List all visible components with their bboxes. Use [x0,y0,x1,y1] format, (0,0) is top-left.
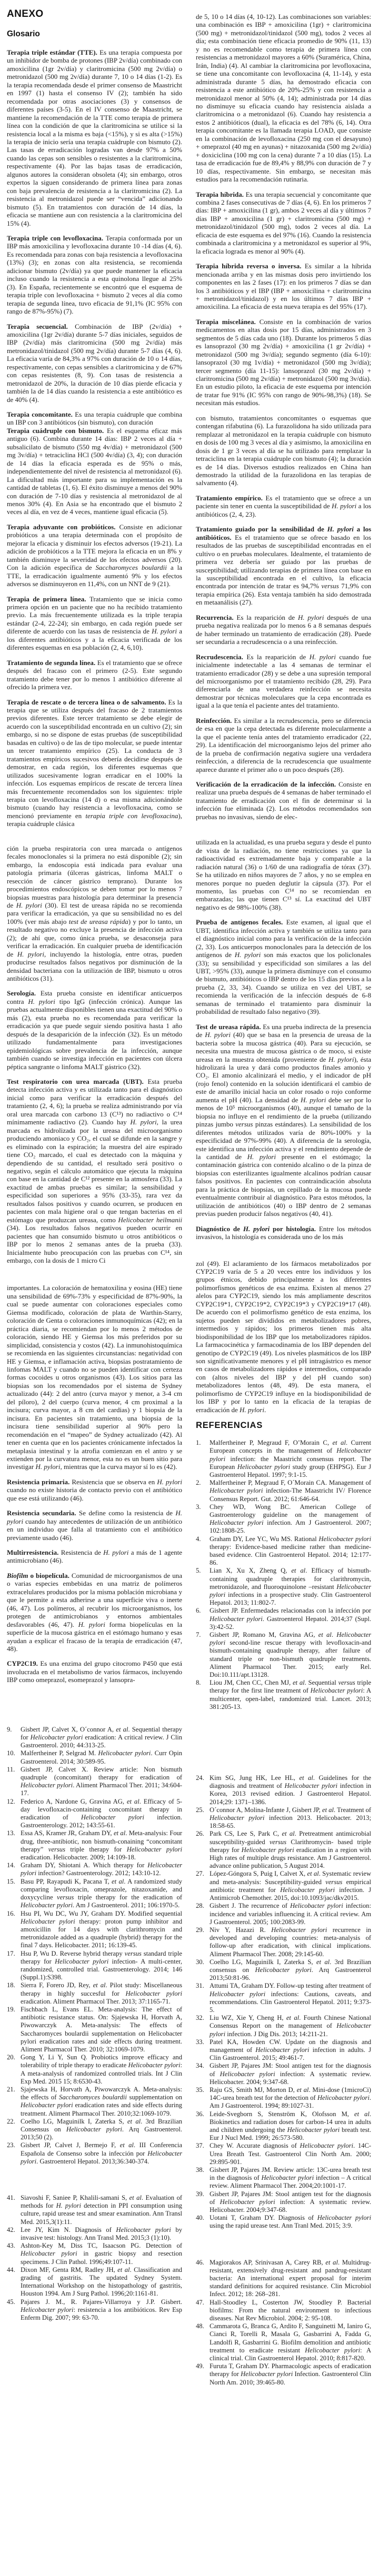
reference-number: 2. [196,1479,201,1487]
glossary-term: Terapia miscelánea. [196,317,260,326]
reference-text: Kim SG, Jung HK, Lee HL, et al. Guidelines for the diagnosis and treatment of Helicobacter pylori infection in Korea, 2013 revised edition. J Gastroenterol Hepatol. 2014;29: 1371–1386. [210,1774,371,1806]
glossary-term-paragraph: Terapia miscelánea. Consiste en la combinación de varios medicamentos en altas dosis por 15 días, administrados en 3 segmentos de 5 días cada uno (18). Durante los primeros 5 días es lansoprazol (30 mg 2v/día) + amoxicilina (1 gr 2v/día) + metronidazol (500 mg 3v/día); segundo segmento (día 6-10): lansoprazol (30 mg 1v/día) + metronidazol (500 mg 3v/día); tercer segmento (día 11-15): lansoprazol (30 mg 2v/día) + claritromicina (500 mg 2v/día) + metronidazol (500 mg 3v/día). En un estudio piloto, la eficacia de este esquema por intención de tratar fue 91% (IC 95% con rango de 90%-98,3%) (18). Se necesitan más estudios. [196,317,371,407]
reference-number: 1. [196,1439,201,1447]
glossary-term-paragraph: Terapia concomitante. Es una terapia cuádruple que combina un IBP con 3 antibióticos (sin bismuto), con duración [7,410,183,427]
glossary-term: Test de ureasa rápida. [196,1022,263,1031]
glossary-term: Terapia de primera línea. [7,595,89,603]
reference-number: 18. [7,1981,15,1989]
reference-item [7,2298,182,2322]
reference-text: Lian X, Xu X, Zheng Q, et al. Efficacy of bismuth-containing quadruple therapies for clarithromycin, metronidazole, and fluoroquinolone –resistant Helicobacter pylori infections in a prospective study. Clin Gastroenterol Hepatol. 2013; 11:802-7. [210,1567,371,1607]
reference-text: Basu PP, Rayapudi K, Pacana T, et al. A randomized study comparing levofloxacin, omeprazole, nitazoxanide, and doxycycline versus triple therapy for the eradication of Helicobacter pylori. Am J Gastroenterol. 2011; 106:1970-5. [21,1877,183,1909]
reference-number: 48. [196,2322,204,2330]
reference-number: 4. [196,1535,201,1543]
glossary-term: Tratamiento de segunda línea. [7,658,97,667]
continuation-fragment: de 5, 10 o 14 días (4, 10-12). Las combinaciones son variables: una combinación es IBP + amoxicilina (1gr) + claritromicina (500 mg) + metronidazol/tinidazol (500 mg), todos 2 veces al día; esta combinación tiene eficacia promedio de 90% (11, 13) y no es recomendable como terapia de primera línea con resistencias a metronidazol mayores a 60% (Suramérica, China, Irán, India) (4). Al cambiar la claritromicina por levofloxacina, se tiene una concomitante con levofloxacina (4, 11-14), y esta administrada durante 5 días, ha demostrado eficacia con resistencia a este antibiótico de 20%-25% y con resistencia a metronidazol menor al 50% (4, 14); administrada por 14 días no disminuye su eficacia cuando hay resistencia aislada a claritromicina o a metronidazol (6). Cuando hay resistencia a estos 2 antibióticos (dual), la eficacia es del 78% (6, 14). Otra terapia concomitante es la llamada terapia LOAD, que consiste en la combinación de levofloxacina (250 mg con el desayuno) + omeprazol (40 mg en ayunas) + nitazoxanida (500 mg 2v/día) + doxiciclina (100 mg con la cena) durante 7 a 10 días (15). La tasa de erradicación fue de 89,4% y 88,9% con duración de 7 y 10 días, respectivamente. Sin embargo, se necesitan más estudios para la recomendación rutinaria. [196,13,371,184]
reference-item [7,1766,182,1798]
reference-number: 46. [196,2258,204,2266]
reference-item [7,2054,182,2086]
reference-text: Gong Y, Li Y, Sun Q. Probiotics improve efficacy and tolerability of triple therapy to eradicate Helicobacter pylori: A meta-analysis of randomized controlled trials. Int J Clin Exp Med. 2015 15; 8:6530-43. [21,2054,182,2085]
reference-text: López-Góngora S, Puig I, Calvet X, et al. Systematic review and meta-analysis: Susceptibility-guided versus empirical antibiotic treatment for Helicobacter pylori infection. J Antimicrob Chemother. 2015, doi:10.1093/jac/dkv2015. [210,1870,371,1902]
reference-item [196,2062,371,2086]
reference-number: 20. [7,2054,15,2061]
page-break-gap [196,2230,371,2259]
reference-number: 23. [7,2141,15,2149]
reference-number: 37. [196,2142,204,2150]
reference-number: 49. [196,2362,204,2370]
reference-number: 35. [196,2086,204,2094]
reference-text: Liou JM, Chen CC, Chen MJ, et al. Sequential versus triple therapy for the first line treatment of Helicobacter pylori: A multicenter, open-label, randomized trial. Lancet. 2013; 381:205-13. [210,1679,371,1710]
reference-item [196,1631,371,1679]
reference-item [196,1567,371,1607]
glossary-term-paragraph: Tratamiento de segunda línea. Es el tratamiento que se ofrece después del fracaso con el primero (2-5). Este segundo tratamiento debe tener por lo menos 1 antibiótico diferente al ofrecido la primera vez. [7,658,182,691]
glossary-term-paragraph: Resistencia primaria. Resistencia que se observa en H. pylori cuando no existe historia de contacto previo con el antibiótico que ese está utilizando (46). [7,1477,182,1502]
reference-text: Cammarota G, Branca G, Ardito F, Sanguinetti M, Ianiro G, Cianci R, Torelli R, Masala G, Gasbarrini A, Fadda G, Landolfi R, Gasbarrini G. Biofilm demolition and antibiotic treatment to eradicate resistant Helicobacter pylori: A clinical trial. Clin Gastroenterol Hepatol. 2010; 8:817-820. [210,2322,371,2362]
continuation-fragment: importantes. La coloración de hematoxilina y eosina (HE) tiene una sensibilidad de 69%-73% y especificidad de 87%-90%, la cual se puede aumentar con coloraciones especiales como Giemsa modificado, coloración de plata de Warthin-Starry, coloración de Genta o coloraciones inmunoquímicas (42); en la práctica diaria, se recomiendan por lo menos 2 métodos de coloración, siendo HE y Giemsa los más preferidos por su simplicidad, consistencia y costos (42). La inmunohistoquímica se recomienda en las siguientes circunstancias: negatividad con HE y Giemsa, e inflamación activa, biopsias postratamiento de linfomas MALT y cuando no se pueden identificar con certeza formas cocoides u otros organismos (43). Los sitios para las biopsias son los recomendados por el sistema de Sydney actualizado (44): 2 del antro (curva mayor y menor, a 3-4 cm del píloro), 2 del cuerpo (curva menor, 4 cm proximal a la incisura; curva mayor, a 8 cm del cardias) y 1 biopsia de la incisura. En pacientes sin tratamiento, una biopsia de la incisura tiene sensibilidad superior al 90% pero la recomendación en el “mapeo” de Sydney actualizado (42). Al tener en cuenta que en los pacientes crónicamente infectados la metaplasia intestinal y la atrofia comienzan en el antro y se extienden por la curvatura menor, esta no es un buen sitio para investigar H. pylori, mientras que la curva mayor sí lo es (42). [7,1284,182,1471]
reference-text: Siavoshi F, Saniee P, Khalili-samani S, et al. Evaluation of methods for H. pylori detection in PPI consumption using culture, rapid urease test and smear examination. Ann Transl Med. 2015,3(1):11. [21,2194,182,2226]
anexo-heading: ANEXO [7,8,44,19]
reference-item [7,1798,182,1830]
reference-number: 6. [196,1607,201,1615]
reference-number: 24. [196,1774,204,1782]
reference-item [196,2014,371,2038]
reference-number: 47. [196,2298,204,2306]
glossary-term: Recurrencia. [196,613,237,621]
glossary-term-paragraph: Diagnóstico de H. pylori por histología. Entre los métodos invasivos, la histología es considerada uno de los más [196,1224,372,1241]
reference-text: Magiorakos AP, Srinivasan A, Carey RB, et al. Multidrug-resistant, extensively drug-resistant and pandrug-resistant bacteria: An international expert proposal for interim standard definitions for acquired resistance. Clin Microbiol Infect. 2012; 18: 268–281. [210,2258,371,2298]
reference-text: Federico A, Nardone G, Gravina AG, et al. Efficacy of 5-day levofloxacin-containing concomitant therapy in eradication of Helicobacter pylori infection. Gastroenterology. 2012; 143:55-61. [21,1797,182,1829]
continuation-fragment: zol (49). El aclaramiento de los fármacos metabolizados por CYP2C19 varía de 5 a 20 veces entre los individuos y los grupos étnicos, debido principalmente a los diferentes polimorfismos genéticos de esa enzima. Existen al menos 27 alelos para CYP2C19, siendo los más ampliamente descritos CYP2C19*1, CYP2C19*2, CYP2C19*3 y CYP2C19*17 (48). De acuerdo con el polimorfismo genético de esta enzima, los sujetos pueden ser divididos en metabolizadores pobres, intermedios y rápidos; los primeros tienen más alta biodisponibilidad de los IBP que los metabolizadores rápidos. La farmacocinética y farmacodinamia de los IBP dependen del genotipo de CYP2C19 (49). Los niveles plasmáticos de los IBP son significativamente menores y el pH intragástrico es menor en casos de metabolizadores rápidos e intermedios, comparado con (altos niveles del IBP y del pH cuando son) metabolizadores lentos (48, 49). De esta manera, el polimorfismo de CYP2C19 influye en la biodisponibilidad de los IBP y por lo tanto en la eficacia de la terapias de erradicación de H. pylori. [196,1259,371,1414]
reference-item [7,2006,182,2054]
glossary-term-paragraph: Reinfección. Es similar a la recrudescencia, pero se diferencia de esa en que la cepa detectada es diferente molecularmente a la que el paciente tenía antes del tratamiento erradicador (22, 29). La identificación del microorganismo lejos del primer año de la prueba de confirmación negativa sugiere una verdadera reinfección, a diferencia de la recrudescencia que usualmente aparece durante el primer año o un poco después (28). [196,716,371,773]
reference-number: 21. [7,2085,15,2093]
reference-text: Park CS, Lee S, Park C, et al. Pretreatment antimicrobial susceptibility-guided versus Clarithromycin- based triple therapy for Helicobacter pylori eradication in a region with High rates of multiple drugs resistance. Am J Gastroenterol. advance online publication, 5 August 2014. [210,1830,371,1870]
glossary-term-paragraph: Prueba de antígenos fecales. Este examen, al igual que el UBT, identifica infección activa y también se utiliza tanto para el diagnóstico inicial como para la verificación de la infección (2, 33). Los anticuerpos monoclonales para la detección de los antígenos de H. pylori son más exactos que los policlonales (33); su sensibilidad y especificidad son similares a las del UBT, >95% (33), aunque la primera disminuye con el consumo de bismuto, antibióticos o IBP dentro de los 15 días previos a la prueba (2, 33, 34). Cuando se utiliza en vez del UBT, se recomienda la verificación de la infección después de 6-8 semanas de terminado el tratamiento para disminuir la probabilidad de resultado falso negativo (39). [196,918,371,1016]
reference-text: Lee JY, Kim N. Diagnosis of Helicobacter pylori by invasive test: histology. Ann Transl Med. 2015;3 (1):10). [21,2226,182,2242]
reference-number: 9. [7,1725,12,1733]
reference-text: Dixon MF, Genta RM, Radley JH, et al. Classification and grading of gastritis. The updated Sydney System. International Workshop on the histopathology of gastritis, Houston 1994. Am J Surg Pathol. 1996;20:1161-81. [21,2266,182,2298]
reference-item [7,2226,182,2242]
reference-text: Gisbert JP, Pajares JM: Stool antigen test for the diagnosis of Helicobacter pylori infection: A systematic review. Helicobacter. 2004;9:347-68. [210,2190,371,2214]
glossary-term-paragraph: CYP2C19. Es una enzima del grupo citocromo P450 que está involucrada en el metabolismo de varios fármacos, incluyendo IBP como omeprazol, esomeprazol y lansopra- [7,1659,182,1684]
reference-text: Gisbert JP, Pajares JM: Stool antigen test for the diagnosis of Helicobacter pylori infection: A systematic review. Helicobacter. 2004; 9:347-68. [210,2062,371,2086]
references-group [196,1439,371,1711]
references-group [196,2259,371,2387]
reference-number: 41. [7,2194,15,2201]
reference-item [196,2322,371,2362]
reference-number: 34. [196,2062,204,2070]
reference-item [196,2190,371,2215]
reference-number: 45. [7,2298,15,2306]
page-break-gap [7,1271,182,1284]
reference-number: 13. [7,1829,15,1837]
reference-text: Fischbach L, Evans EL. Meta-analysis: The effect of antibiotic resistance status. On: Sjajewska H, Horvath A, Piwowarczyk A. Meta-analysis: The effects of Saccharomyces boulardii supplementation on Helicobacter pylori eradication rates and side effects during treatment. Aliment Pharmacol Ther. 2010; 32:1069-1079. [21,2005,182,2053]
reference-item [7,1878,182,1910]
reference-number: 10. [7,1749,15,1757]
reference-item [7,1861,182,1877]
reference-text: Malfertheiner P, Selgrad M. Helicobacter pylori. Curr Opin Gastroenterol. 2014; 30:589-95. [21,1749,182,1765]
glossary-term-paragraph: Recurrencia. Es la reaparición de H. pylori después de una prueba negativa realizada por lo menos 6 a 8 semanas después de haber terminado un tratamiento de erradicación (28). Puede ser secundaria a recrudescencia o a una reinfección. [196,613,371,646]
reference-number: 5. [196,1567,201,1575]
reference-item [196,1806,371,1830]
reference-number: 43. [7,2242,15,2250]
reference-number: 15. [7,1877,15,1885]
reference-text: Sierra F, Forero JD, Rey, et al. Pilot study: Miscellaneous therapy in highly succesful for Helicobacter pylori eradication. Aliment Pharmacol Ther. 2013; 37:1165-71. [21,1981,182,2005]
reference-number: 8. [196,1679,201,1687]
reference-text: Gisbert JP, Pajares JM. Review article: 13C-urea breath test in the diagnosis of Helicobacter pylori infection – A critical review. Aliment Pharmacol Ther. 2004;20:1001-17. [210,2166,371,2190]
glossary-term: Terapia adyuvante con probióticos. [7,522,120,531]
glossary-term: Terapia híbrida. [196,190,246,198]
reference-number: 28. [196,1902,204,1910]
reference-text: Sjajewska H, Horvath A, Piwowarczyk A. Meta-analysis: the effects of Saccharomyces boulardii supplementation on Helicobacter pylori eradication rates and side effects during treatment. Aliment Pharmacol Ther. 2010;32:1069-1079. [21,2085,182,2117]
reference-text: Coelho LG, Maguinilk I, Zaterka S, et al. 3rd Brazilian consensus on Helicobacter pylori. Arq Gastroenterol 2013;50:81-96. [210,1958,371,1982]
glossary-term-paragraph: Biofilm o biopelícula. Comunidad de microorganismos de una o varias especies embebidas en una matriz de polímeros extracelulares producidos por la misma población microbiana y que le permite a esta adherirse a una superficie viva o inerte (46, 47). Los polímeros, al recubrir los microorganismos, los protegen de antimicrobianos y entornos ambientales desfavorables (46, 47). H. pylori forma biopelículas en la superficie de la mucosa gástrica en el estómago humano y esas ayudan a explicar el fracaso de la terapia de erradicación (47, 48). [7,1571,182,1653]
reference-item [196,1902,371,1926]
reference-number: 3. [196,1503,201,1511]
page-break-gap [7,835,182,844]
reference-item [196,2166,371,2190]
reference-item [196,1679,371,1711]
glossary-term-paragraph: Test de ureasa rápida. Es una prueba indirecta de la presencia de H. pylori (40) que se basa en la presencia de ureasa de la bacteria sobre la mucosa gástrica (40). Para su ejecución, se necesita una muestra de mucosa gástrica o de moco, si existe ureasa en la muestra obtenida (proveniente de H. pylori), ésta hidrolizará la urea y dará como productos finales amonio y CO₂. El amonio alcalinizará el medio, y el indicador de pH (rojo fenol) contenido en la solución identificará el cambio de este de amarillo inicial hacia un color rosado o rojo conforme aumenta el pH (40). La densidad de H. pylori debe ser por lo menos de 10⁵ microorganismos (40), aunque el tamaño de la biopsia no influye en el rendimiento de la prueba (utilizando pinzas jumbo versus pinzas estándares). La sensibilidad de los diferentes métodos utilizados varía de 80%-100% y la especificidad de 97%-99% (40). A diferencia de la serología, este identifica una infección activa y el rendimiento depende de la cantidad de H. pylori presente en el estómago; la contaminación gástrica con contenido alcalino o de la pinza de biopsias con esterilizantes igualmente alcalinos podrían causar falsos positivos. En pacientes con contraindicación absoluta para la práctica de biopsias, un cepillado de la mucosa puede eventualmente contribuir al diagnóstico. Para estos métodos, la utilización de antibióticos (40) o IBP dentro de 2 semanas previas pueden producir falsos negativos (40, 41). [196,1022,372,1218]
reference-item [196,2214,371,2230]
glossary-term: Serología. [7,989,41,998]
reference-number: 25. [196,1806,204,1814]
reference-number: 14. [7,1861,15,1869]
reference-text: Hsu P, Wu D. Reverse hybrid therapy versus standard triple therapy for Helicobacter pylori infection- A multi-center, randomized, controlled trial. Gastroenterology. 2014; 146 (Suppl.1):S398. [21,1949,182,1981]
reference-item [7,2194,182,2226]
reference-item [196,1958,371,1983]
reference-text: Chey W. Accurate diagnosis of Helicobacter pylori. 14C-Urea Breath Test. Gastroenterol Clin North Am. 2000; 29:895-901. [210,2142,372,2166]
reference-text: Gisbert JP. Enfermedades relacionadas con la infección por Helicobacter pylori. Gastroenterol Hepatol. 2014;37 (Supl. 3):42-52. [210,1607,371,1631]
glossary-term: CYP2C19. [7,1659,41,1668]
reference-number: 39. [196,2190,204,2198]
reference-number: 7. [196,1631,201,1639]
glossary-term: Tratamiento guiado por la sensibilidad de H. pylori a los antibióticos. [196,525,372,541]
reference-number: 38. [196,2166,204,2174]
page-break-gap [196,828,371,838]
glossary-term-paragraph: Terapia híbrida reversa o inversa. Es similar a la híbrida mencionada arriba y en las mismas dosis pero invirtiendo los componentes en las 2 fases (17): en los primeros 7 días se dan los 3 antibióticos y el IBP (IBP + amoxicilina + claritromicina + metronidazol/tinidazol) y en los últimos 7 días IBP + amoxicilina. La eficacia de esta nueva terapia es del 95% (17). [196,262,371,311]
glossary-term-paragraph: Tratamiento empírico. Es el tratamiento que se ofrece a un paciente sin tener en cuenta la susceptibilidad de H. pylori a los antibióticos (2, 4, 23). [196,494,371,518]
reference-item [196,1535,371,1567]
reference-text: Gisbert JP, Calvet X, O´connor A, et al. Sequential therapy for Helicobacter pylori eradication: A critical review. J Clin Gastroenterol. 2010; 44:313-25. [21,1725,182,1749]
reference-item [196,2259,371,2299]
reference-number: 40. [196,2214,204,2222]
glossary-term-paragraph: Terapia triple con levofloxacina. Terapia conformada por un IBP más amoxicilina y levofloxacina durante 10 -14 días (4, 6). Es recomendada para zonas con baja resistencia a levofloxacina (13%) (3); en zonas con alta resistencia, se recomienda adicionar bismuto (2v/día) ya que puede mantener la eficacia incluso cuando la resistencia a esta quinolona llegue al 25% (3). En España, recientemente se encontró que el esquema de terapia triple con levofloxacina + bismuto 2 veces al día como terapia de segunda línea, tuvo eficacia de 91,1% (IC 95% con rango de 87%-95%) (7). [7,234,182,316]
reference-item [7,2141,182,2166]
reference-number: 31. [196,1982,204,1990]
glossary-term-paragraph: Verificación de la erradicación de la infección. Consiste en realizar una prueba después de 4 semanas de haber terminado el tratamiento de erradicación con el fin de determinar si la infección fue eliminada (2). Los métodos recomendados son pruebas no invasivas, siendo de elec- [196,780,371,821]
reference-number: 11. [7,1765,15,1773]
reference-text: Liu WZ, Xie Y, Cheng H, et al. Fourth Chinese National Consensus Report on the management of Helicobacter pylori infection. J Dig Dis. 2013; 14:211-21. [210,2014,372,2038]
continuation-fragment: ción la prueba respiratoria con urea marcada o antígenos fecales monoclonales si la primera no está disponible (2); sin embargo, la endoscopia está indicada para evaluar una patología primaria (úlceras gástricas, linfoma MALT o resección de cáncer gástrico temprano). Durante los procedimientos endoscópicos se deben tomar por lo menos 7 biopsias muestras para histología para determinar la presencia de H. pylori (30). El test de ureasa rápida no se recomienda para verificar la erradicación, ya que su sensibilidad no es del 100% (ver más abajo test de ureasa rápida) y por lo tanto, un resultado negativo no excluye la presencia de infección activa (2); de ahí que, como única prueba, se desaconseja para verificar la erradicación. En cualquier prueba de identificación de H. pylori, incluyendo la histología, entre otras, pueden producirse resultados falsos negativos por disminución de la densidad bacteriana con la utilización de IBP, bismuto u otros antibióticos (31). [7,844,183,983]
reference-text: Attumi TA, Graham DY. Follow-up testing after treatment of Helicobacter pylori infections: Cautions, caveats, and recommendations. Clin Gastroenterol Hepatol. 2011; 9:373-5. [210,1982,372,2014]
glossary-term: Verificación de la erradicación de la infección. [196,780,339,788]
glossary-term: Prueba de antígenos fecales. [196,918,286,927]
glossary-term-paragraph: Terapia triple estándar (TTE). Es una terapia compuesta por un inhibidor de bomba de protones (IBP 2v/día) combinado con amoxicilina (1gr 2v/día) y claritromicina (500 mg 2v/día) o metronidazol (500 mg 2v/día) durante 7, 10 o 14 días (1-2). Es la terapia recomendada desde el primer consenso de Maastricht en 1997 (1) hasta el consenso IV (2); también ha sido recomendada por otras asociaciones (3) y consensos de diferentes países (3-5). En el IV consenso de Maastricht, se mantiene la recomendación de la TTE como terapia de primera línea con la condición de que la claritromicina se utilice si la resistencia local a la misma es baja (<15%), y si es alta (>15%) la terapia de inicio sería una terapia cuádruple con bismuto (2). Las tasas de erradicación logradas van desde 97% a 50% cuando las cepas son sensibles o resistentes a la claritromicina, respectivamente (4). Por las bajas tasas de erradicación, algunos autores la consideran obsoleta (4); sin embargo, otros expertos la siguen considerando de primera línea para zonas con baja prevalencia de resistencia a la claritromicina (2). La resistencia al metronidazol puede ser “vencida” adicionando bismuto (5). En tratamientos con duración de 14 días, la eficacia se mantiene aun con resistencia a la claritromicina del 15% (4). [7,48,182,227]
reference-item [196,1926,371,1958]
continuation-fragment: utilizada en la actualidad, es una prueba segura y desde el punto de vista de la radiación, no tiene restricciones ya que la radioactividad es extremadamente baja y comparable a la radiación natural (36) o 1/60 de una radiografía de tórax (37). Se ha utilizado en niños mayores de 7 años, y no se emplea en menores porque no pueden deglutir la cápsula (37). Por el momento, las pruebas con C¹⁴ no se recomiendan en embarazadas; las que tienen C¹³ sí. La exactitud del UBT negativo es de 98%-100% (38). [196,838,371,911]
glossary-term-paragraph: Serología. Esta prueba consiste en identificar anticuerpos contra H. pylori tipo IgG (infección crónica). Aunque las pruebas actualmente disponibles tienen una exactitud del 90% o más (2), esta prueba no es recomendada para verificar la erradicación ya que puede seguir siendo positiva hasta 1 año después de la desaparición de la infección (32). Es un método utilizado fundamentalmente para investigaciones epidemiológicas sobre prevalencia de la infección, aunque también cuando se investiga infección en pacientes con úlcera péptica sangrante o linfoma MALT gástrico (32). [7,989,182,1071]
reference-item [196,2110,371,2142]
reference-text: Hsu PI, Wu DC, Wu JY, Graham DY. Modified sequential Helicobacter pylori therapy: proton pump inhibitor and amoxicillin for 14 days with clarithromycin and metronidazole added as a quadruple (hybrid) therapy for the final 7 days. Helicobacter. 2011; 16:139-45. [21,1909,182,1949]
reference-text: Pajares J. M., R. Pajares-Villarroya y J.P. Gisbert. Helicobacter pylori: resistencia a los antibióticos. Rev Esp Enferm Dig. 2007; 99: 63-70. [21,2298,182,2322]
glossary-term-paragraph: Test respiratorio con urea marcada (UBT). Esta prueba detecta infección activa y es utilizada tanto para el diagnóstico inicial como para verificar la erradicación después del tratamiento (2, 4, 6); la prueba se realiza administrando por vía oral urea marcada con carbono 13 (C¹³) no radiactivo o C¹⁴ mínimamente radiactivo (2). Cuando hay H. pylori, la urea marcada es hidrolizada por la ureasa del microorganismo produciendo amoniaco y CO₂, el cual se difunde en la sangre y es eliminado con la espiración; la muestra del aire espirado tiene CO₂ marcado, el cual es detectado con la máquina y dependiendo de su cantidad, el resultado será positivo o negativo, según el cálculo automático que ejecuta la máquina con base en la cantidad de C¹² presente en la atmosfera (33). La exactitud de ambas pruebas es similar; la sensibilidad y especificidad son superiores a 95% (33-35), rara vez da resultados falsos positivos y cuando ocurren, se producen en pacientes con mala higiene oral o que tengan bacterias en el estómago que produzcan ureasa, como Helicobacter heilmanii (34). Los resultados falsos negativos pueden ocurrir en pacientes que han consumido bismuto u otros antibióticos o IBP por lo menos 2 semanas antes de la prueba (33). Inicialmente hubo preocupación con las pruebas con C¹⁴, sin embargo, con la dosis de 1 micro Ci [7,1078,183,1264]
glossary-term: Test respiratorio con urea marcada (UBT). [7,1078,148,1086]
reference-item [196,2142,371,2166]
reference-item [7,1829,182,1861]
glossary-term: Resistencia secundaria. [7,1509,79,1517]
glossary-term-paragraph: Terapia cuádruple con bismuto. Es el esquema eficaz más antiguo (6). Combina durante 14 días: IBP 2 veces al día + subsalicilato de bismuto (550 mg 4v/día) + metronidazol (500 mg 3v/día) + tetraciclina HCl (500 4v/día) (3, 4); con duración de 14 días la eficacia esperada es de 95% o más, independientemente del nivel de resistencia al metronidazol (6). La dificultad más importante para su implementación es la cantidad de tabletas (1, 6). El éxito disminuye a menos del 90% con duración de 7-10 días y resistencia al metronidazol de al menos 30% (4). En Asia se ha encontrado que el bismuto 2 veces al día, en vez de 4 veces, mantiene igual eficacia (5). [7,426,182,516]
reference-item [196,2038,371,2062]
reference-text: Coelho LG, Maguinilk I, Zaterka S, et al. 3rd Brazilian Consensus on Helicobacter pylori. Arq Gastroenterol. 2013;50 (2). [21,2117,182,2141]
glossary-term-paragraph: Recrudescencia. Es la reaparición de H. pylori cuando fue inicialmente indetectable a las 4 semanas de terminar el tratamiento erradicador (28) y se debe a una supresión temporal del microorganismo por el tratamiento recibido (28, 29). Para diferenciarla de una verdadera reinfección se necesita demostrar por técnicas moleculares que la cepa encontrada es igual a la que tenía el paciente antes del tratamiento. [196,652,372,710]
reference-number: 33. [196,2038,204,2046]
reference-number: 17. [7,1949,15,1957]
references-group [7,2194,182,2322]
reference-number: 44. [7,2266,15,2273]
glossary-term: Terapia híbrida reversa o inversa. [196,262,305,270]
reference-item [196,1830,371,1870]
reference-text: Malfertheiner P, Megraud F, O’Morain C, et al. Current European concepts in the management of Helicobacter pylori infection: the Maastricht consensus report. The European Helicobacter pylori study group (EHPSG). Eur J Gastroenterol Hepatol. 1997; 9:1-15. [210,1439,371,1478]
glossary-term-paragraph: Terapia de rescate o de tercera línea o de salvamento. Es la terapia que se utiliza después del fracaso de 2 tratamientos previos diferentes. Este tercer tratamiento se debe elegir de acuerdo con la susceptibilidad encontrada en un cultivo (2); sin embargo, si no se dispone de estas pruebas (de susceptibilidad basadas en cultivo) o de las de tipo molecular, se puede intentar un tercer tratamiento empírico (25). La conducta de 3 tratamientos empíricos sucesivos debería decidirse después de demostrar, en cada región, los diferentes esquemas que utilizados sucesivamente logran erradicar en el 100% la infección. Los esquemas empíricos de rescate de tercera línea más frecuentemente recomendados son los siguientes: triple terapia con levofloxacina (14 d) o esa misma adicionándole bismuto (cuando hay resistencia a levofloxacina, como se mencionó previamente en terapia triple con levofloxacina), terapia cuádruple clásica [7,698,183,828]
reference-item [7,1726,182,1750]
reference-text: Uotani T, Graham DY. Diagnosis of Helicobacter pylori using the rapid urease test. Ann Tranl Med. 2015; 3:9. [210,2214,371,2230]
reference-text: Essa AS, Kramer JR, Graham DY, et al. Meta-analysis: Four drug, three-antibiotic, non bismuth-conaining “concomitant therapy” versus triple therapy for Helicobacter pylori eradication. Helicobacter. 2009; 14:109-18. [21,1829,182,1861]
reference-text: Raju GS, Smith MJ, Morton D, et al. Mini-dose (1microCi) 14C-urea breath test for the detection of Helicobacter pylori. Am J Gastroenterol. 1994; 89:1027-31. [210,2086,371,2110]
referencias-heading: REFERENCIAS [196,1421,263,1431]
glossary-term: Terapia triple con levofloxacina. [7,234,106,242]
references-group [7,1726,182,2166]
reference-number: 16. [7,1909,15,1917]
reference-text: Patel KA, Howden CW. Update on the diagnosis and management of Helicobacter pylori infection in adults. J Clin Gastroenterol. 2015; 49:461-7. [210,2038,371,2062]
reference-number: 27. [196,1870,204,1878]
reference-item [196,2362,371,2387]
glossary-term: Recrudescencia. [196,652,247,661]
glossary-term-paragraph: Terapia secuencial. Combinación de IBP (2v/día) + amoxicilina (1gr 2v/día) durante 5-7 días iniciales, seguidos de IBP (2v/día) más claritromicina (500 mg 2v/día) más metronidazol/tinidazol (500 mg 2v/día) durante 5-7 días (4, 6). La eficacia varía de 84,3% a 97% con duración de 10 o 14 días, respectivamente, con cepas sensibles a claritromicina y de 67% con cepas resistentes (8, 9). Con tasas de resistencia a metronidazol de 20%, la duración de 10 días pierde eficacia y también la de 14 días cuando la resistencia a este antibiótico es de 40% (4). [7,322,182,404]
reference-item [196,1774,371,1806]
reference-item [196,1503,371,1535]
glossary-term: Reinfección. [196,716,234,724]
reference-item [196,1479,371,1503]
reference-text: Malfertheiner P, Megraud F, O´Morain CA. Management of Helicobacter pylori infection-The Maastricht IV/ Florence Consensus Report. Gut. 2012; 61:646-64. [210,1479,371,1503]
glossary-term-paragraph: Resistencia secundaria. Se define como la resistencia de H. pylori cuando hay antecedentes de utilización de un antibiótico en un individuo que falla al tratamiento con el antibiótico previamente usado (46). [7,1509,182,1542]
glossary-term-paragraph: Terapia de primera línea. Tratamiento que se inicia como primera opción en un paciente que no ha recibido tratamiento previo. La más frecuentemente utilizada es la triple terapia estándar (2-4, 22-24); sin embargo, en cada región puede ser diferente de acuerdo con las tasas de resistencia de H. pylori a los diferentes antibióticos y a la eficacia verificada de los diferentes esquemas en esa población (2, 4, 6,10). [7,595,182,652]
reference-text: Niv Y, Hazazi R. Helicobacter pylori recurrence in developed and developing countries: meta-analysis of follow-up after eradication, with clinical implications. Aliment Pharmacol Ther. 2008; 29:145-60. [210,1926,372,1958]
reference-text: Graham DY, Lee YC, Wu MS. Rational Helicobacter pylori therapy: Evidence-based medicine rather than medicine-based evidence. Clin Gastroenterol Hepatol. 2014; 12:177-86. [210,1535,371,1567]
column-right [196,0,371,2387]
glossary-term: Multirresistencia. [7,1548,61,1557]
glossary-term: Terapia triple estándar (TTE). [7,48,100,56]
reference-text: Leide-Svegborn S, Stenström K, Olofsson M, et al. Biokinetics and radiation doses for carbon-14 urea in adults and children undergoing the Helicobacter pylori breath test. Eur J Nucl Med. 1999; 26:573-580. [210,2110,371,2142]
reference-item [196,2299,371,2323]
page-break-gap [7,1691,182,1726]
reference-number: 32. [196,2014,204,2022]
reference-number: 12. [7,1797,15,1805]
reference-text: Hall-Stoodley L, Costerton JW, Stoodley P. Bacterial biofilms: From the natural environment to infectious diseases. Nat Rev Microbiol. 2004; 2: 95-108. [210,2298,371,2322]
reference-text: Gisbert JP, Calvet X. Review article: Non bismuth quadruple (concomitant) therapy for eradication of Helicobacter pylori. Aliment Pharmacol Ther. 2011; 34:604-17. [21,1765,182,1797]
reference-text: Gisbert JP, Romano M, Gravina AG, et al. Helicobacter pylori second-line rescue therapy with levofloxacin-and bismuth-containing quadruple therapy, after failure of standard triple or non-bismuth quadruple treatments. Aliment Pharmacol Ther. 2015; early Rel. Doi:10.111/apt.13128. [210,1631,371,1679]
reference-text: Gisbert JP, Calvet J, Bermejo F, et al. III Conferencia Española de Consenso sobre la infección por Helicobacter pylori. Gastroenterol Hepatol. 2013;36:340-374. [21,2141,182,2165]
page-break-gap [196,1248,371,1260]
reference-item [7,2266,182,2298]
reference-number: 36. [196,2110,204,2118]
reference-item [7,2118,182,2142]
glossary-term: Diagnóstico de H. pylori por histología. [196,1224,319,1233]
reference-item [7,1950,182,1982]
reference-number: 29. [196,1926,204,1934]
glossary-term: Resistencia primaria. [7,1477,72,1486]
reference-number: 22. [7,2117,15,2125]
reference-number: 42. [7,2226,15,2233]
reference-item [196,1607,371,1631]
glossary-term-paragraph: Tratamiento guiado por la sensibilidad de H. pylori a los antibióticos. Es el tratamiento que se ofrece basado en los resultados de las pruebas de susceptibilidad encontradas en el cultivo o en pruebas moleculares. Idealmente, el tratamiento de primera vez debería ser guiado por las pruebas de susceptibilidad; utilizando terapias de primera línea con base en la susceptibilidad encontrada en el cultivo, la eficacia encontrada por intención de tratar es 94,7% versus 71,9% con terapia empírica (26). Esta ventaja también ha sido demostrada en metaanálisis (27). [196,525,372,607]
reference-text: O´connor A, Molina-Infante J, Gisbert JP, et al. Treatment of Helicobacter pylori infection 2013. Helicobacter. 2013; 18:58-65. [210,1806,371,1830]
reference-number: 26. [196,1830,204,1838]
reference-item [7,1981,182,2006]
reference-item [7,2086,182,2118]
continuation-fragment: con bismuto, tratamientos concomitantes o esquemas que contengan rifabutina (6). La furazolidona ha sido utilizada para remplazar al metronidazol en la terapia cuádruple con bismuto en dosis de 100 mg 3 veces al día y asimismo, la amoxicilina en dosis de 1 gr 3 veces al día se ha utilizado para remplazar la tetraciclina en la terapia cuádruple con bismuto (4); la duración es de 14 días. Diversos estudios realizados en China han demostrado la utilidad de la furazolidona en las terapias de salvamento (4). [196,414,371,487]
glossary-term: Terapia secuencial. [7,322,75,330]
glossary-term-paragraph: Terapia híbrida. Es una terapia secuencial y concomitante que combina 2 fases consecutivas de 7 días (4, 6). En los primeros 7 días: IBP + amoxicilina (1 gr), ambos 2 veces al día y últimos 7 días IBP + amoxicilina (1 gr) + claritromicina (500 mg) + metronidazol/tinidazol (500 mg), todos 2 veces al día. La eficacia de este esquema es del 97% (16). Cuando la resistencia combinada a claritromicina y a metronidazol es superior al 9%, la eficacia lograda es menor al 90% (4). [196,190,371,255]
reference-item [196,1870,371,1902]
page-break-gap [7,2166,182,2194]
reference-number: 19. [7,2005,15,2013]
reference-text: Furuta T, Graham DY. Pharmacologic aspects of eradication therapy for Helicobacter pylori Infection. Gastroenterol Clin North Am. 2010; 39:465-80. [210,2362,371,2386]
glossary-term: Tratamiento empírico. [196,494,266,502]
reference-item [196,2086,371,2110]
reference-text: Gisbert J. The recurrence of Helicobacter pylori infection: incidence and variables influencing it. A critical review. Am J Gastroenterol. 2005; 100:2083-99. [210,1902,371,1926]
reference-item [7,1749,182,1765]
reference-text: Chey WD, Wong BC. American College of Gastroenterology guideline on the management of Helicobacter pylori infection. Am J Gastroenterol. 2007; 102:1808-25. [210,1503,372,1535]
glosario-heading: Glosario [7,29,40,38]
reference-item [7,2242,182,2266]
page-break-gap [196,1711,371,1774]
glossary-term: Terapia cuádruple con bismuto. [7,426,107,435]
glossary-term: Terapia de rescate o de tercera línea o de salvamento. [7,698,168,706]
reference-text: Ashton-Key M, Diss TC, Isaacson PG. Detection of Helicobacter pylori in gastric biopsy and resection specimens. J Clin Pathol. 1996;49:107-11. [21,2242,182,2266]
glossary-term-paragraph: Terapia adyuvante con probióticos. Consiste en adicionar probióticos a una terapia determinada con el propósito de mejorar la eficacia y disminuir los efectos adversos (19-21). La adición de probióticos a la TTE mejora la eficacia en un 8% y también disminuye la severidad de los efectos adversos (20). Con la adición específica de Saccharomyces boulardii a la TTE, la erradicación igualmente aumentó 9% y los efectos adversos se disminuyeron en 11,4%, con un NNT de 9 (21). [7,522,182,588]
glossary-term: Biofilm o biopelícula. [7,1571,72,1579]
glossary-term-paragraph: Multirresistencia. Resistencia de H. pylori a más de 1 agente antimicrobiano (46). [7,1548,182,1565]
references-group [196,1774,371,2230]
reference-item [196,1982,371,2014]
glossary-term: Terapia concomitante. [7,410,75,419]
reference-number: 30. [196,1958,204,1966]
column-left [7,0,182,2322]
reference-item [7,1910,182,1950]
reference-item [196,1439,371,1479]
reference-text: Graham DY, Shiotani A. Which therapy for Helicobacter pylori infection? Gastroenterology. 2012; 143:10-12. [21,1861,182,1877]
